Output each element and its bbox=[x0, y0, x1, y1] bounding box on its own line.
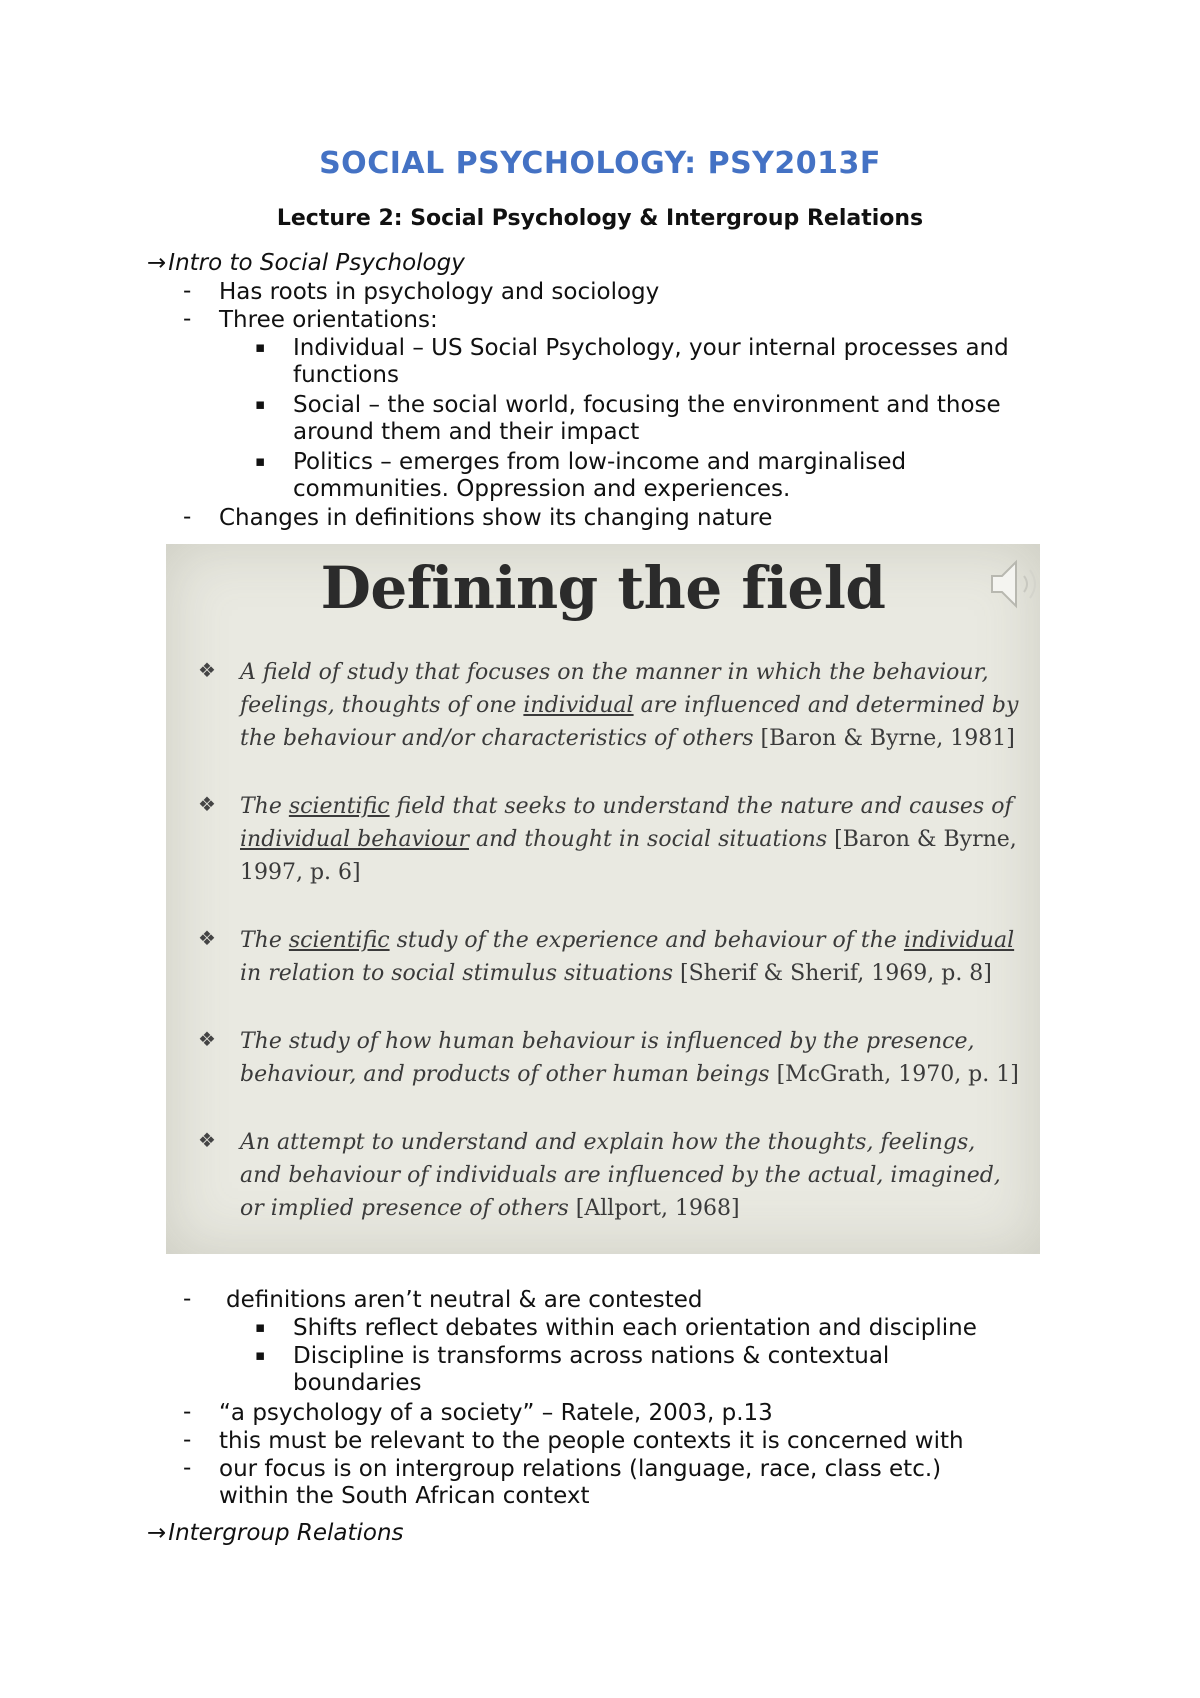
square-bullet-icon: ▪ bbox=[255, 1318, 266, 1336]
definition-2-text-cont: field that seeks to understand the nature and causes of bbox=[389, 794, 1013, 819]
definition-5-text: An attempt to understand and explain how the thoughts, feelings, and behaviour of individuals are influenced by the actual, imagined, or implied presence of others bbox=[240, 1130, 1001, 1221]
sublist-item-politics-cont: communities. Oppression and experiences. bbox=[293, 476, 791, 502]
list-item-ratele: “a psychology of a society” – Ratele, 2003, p.13 bbox=[219, 1400, 773, 1426]
definition-3-underlined-2: individual bbox=[903, 928, 1015, 953]
section-heading-intergroup bbox=[147, 1520, 404, 1546]
list-item-roots: Has roots in psychology and sociology bbox=[219, 279, 660, 305]
definition-2-text-end: and thought in social situations bbox=[468, 827, 835, 852]
definition-2-underlined: scientific bbox=[288, 794, 390, 819]
dash-marker: - bbox=[183, 1399, 192, 1425]
definition-1-text-cont: are influenced and determined by the behaviour and/or characteristics of others bbox=[240, 693, 1019, 751]
square-bullet-icon: ▪ bbox=[255, 1346, 266, 1364]
section-heading-intro bbox=[147, 250, 465, 276]
diamond-bullet-icon: ❖ bbox=[198, 926, 216, 950]
sublist-item-social-cont: around them and their impact bbox=[293, 419, 640, 445]
slide-title: Defining the field bbox=[320, 554, 886, 622]
list-item-neutral: definitions aren’t neutral & are contested bbox=[226, 1287, 703, 1313]
sublist-item-discipline: Discipline is transforms across nations & contextual bbox=[293, 1343, 890, 1369]
diamond-bullet-icon: ❖ bbox=[198, 1128, 216, 1152]
sublist-item-politics: Politics – emerges from low-income and marginalised bbox=[293, 449, 907, 475]
section-heading-intergroup-text: Intergroup Relations bbox=[168, 1520, 404, 1546]
diamond-bullet-icon: ❖ bbox=[198, 1027, 216, 1051]
slide-image-defining-the-field bbox=[166, 544, 1040, 1254]
definition-5-citation: [Allport, 1968] bbox=[575, 1196, 740, 1221]
definition-3-text-end: in relation to social stimulus situations bbox=[240, 961, 680, 986]
lecture-subtitle: Lecture 2: Social Psychology & Intergroup Relations bbox=[276, 206, 924, 231]
square-bullet-icon: ▪ bbox=[255, 452, 266, 470]
dash-marker: - bbox=[183, 1427, 192, 1453]
definition-2-underlined-2: individual behaviour bbox=[240, 827, 469, 852]
sublist-item-discipline-cont: boundaries bbox=[293, 1370, 422, 1396]
square-bullet-icon: ▪ bbox=[255, 338, 266, 356]
definition-2-citation: [Baron & Byrne, 1997, p. 6] bbox=[240, 827, 1017, 885]
speaker-icon bbox=[986, 554, 1040, 614]
definition-1-text: A field of study that focuses on the manner in which the behaviour, feelings, thoughts of one bbox=[240, 660, 989, 718]
definition-3-text-cont: study of the experience and behaviour of the bbox=[389, 928, 904, 953]
definition-4-text: The study of how human behaviour is influenced by the presence, behaviour, and products of other human beings bbox=[240, 1029, 975, 1087]
sublist-item-shifts: Shifts reflect debates within each orientation and discipline bbox=[293, 1315, 977, 1341]
list-item-changes: Changes in definitions show its changing nature bbox=[219, 505, 773, 531]
sublist-item-individual-cont: functions bbox=[293, 362, 399, 388]
diamond-bullet-icon: ❖ bbox=[198, 658, 216, 682]
list-item-focus: our focus is on intergroup relations (language, race, class etc.) bbox=[219, 1456, 942, 1482]
dash-marker: - bbox=[183, 1455, 192, 1481]
dash-marker: - bbox=[183, 1286, 192, 1312]
definition-3-underlined: scientific bbox=[288, 928, 390, 953]
list-item-orientations: Three orientations: bbox=[219, 307, 438, 333]
sublist-item-individual: Individual – US Social Psychology, your internal processes and bbox=[293, 335, 1009, 361]
dash-marker: - bbox=[183, 504, 192, 530]
diamond-bullet-icon: ❖ bbox=[198, 792, 216, 816]
arrow-icon: → bbox=[147, 250, 167, 276]
definition-2-text: The bbox=[240, 794, 289, 819]
definition-3-citation: [Sherif & Sherif, 1969, p. 8] bbox=[680, 961, 992, 986]
definition-4-citation: [McGrath, 1970, p. 1] bbox=[776, 1062, 1019, 1087]
sublist-item-social: Social – the social world, focusing the environment and those bbox=[293, 392, 1001, 418]
document-title: SOCIAL PSYCHOLOGY: PSY2013F bbox=[319, 146, 881, 181]
definition-3-text: The bbox=[240, 928, 289, 953]
list-item-focus-cont: within the South African context bbox=[219, 1483, 590, 1509]
list-item-relevant: this must be relevant to the people contexts it is concerned with bbox=[219, 1428, 964, 1454]
arrow-icon: → bbox=[147, 1520, 167, 1546]
dash-marker: - bbox=[183, 306, 192, 332]
definition-1-underlined: individual bbox=[523, 693, 634, 718]
definition-1-citation: [Baron & Byrne, 1981] bbox=[760, 726, 1015, 751]
square-bullet-icon: ▪ bbox=[255, 395, 266, 413]
dash-marker: - bbox=[183, 278, 192, 304]
section-heading-intro-text: Intro to Social Psychology bbox=[168, 250, 465, 276]
